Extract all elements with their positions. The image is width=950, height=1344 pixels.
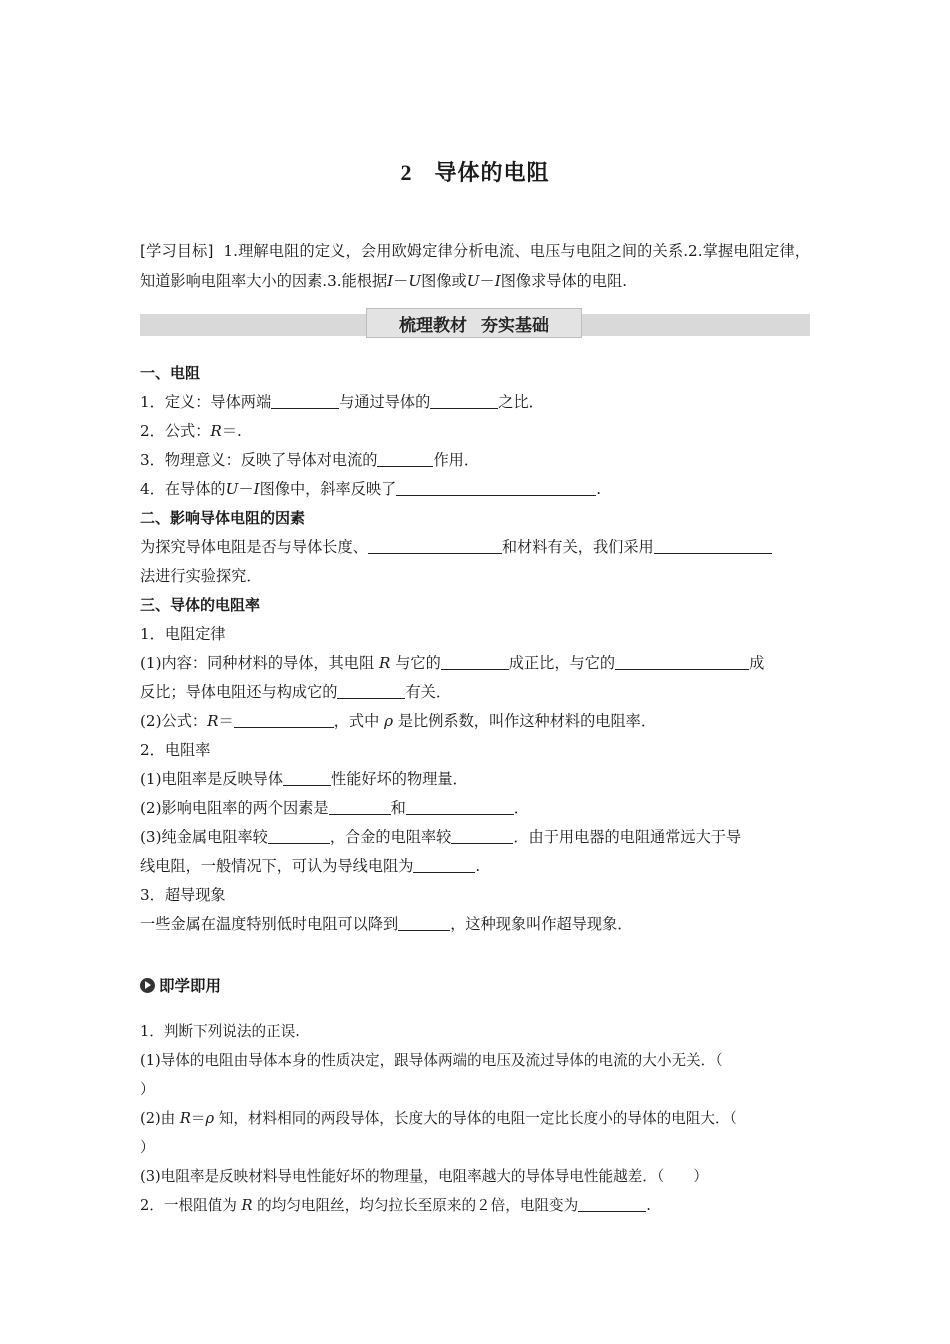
- play-circle-icon: [140, 978, 155, 993]
- practice-heading: [140, 974, 221, 996]
- goals-text: 图像求导体的电阻.: [500, 272, 628, 290]
- section-heading: 二、影响导体电阻的因素: [140, 509, 306, 527]
- answer-blank[interactable]: [337, 681, 405, 699]
- answer-blank[interactable]: [368, 536, 502, 554]
- section-number: 2: [400, 160, 413, 185]
- answer-blank[interactable]: [377, 449, 433, 467]
- text-line: 法进行实验探究．: [140, 567, 262, 585]
- answer-blank[interactable]: [234, 710, 334, 728]
- practice-heading-text: 即学即用: [159, 977, 222, 995]
- text-line: 2．电阻率: [140, 741, 211, 759]
- question-item-cont: ）: [140, 1081, 155, 1098]
- text-line: 3．超导现象: [140, 886, 226, 904]
- section-heading: 三、导体的电阻率: [140, 596, 261, 614]
- answer-blank[interactable]: [615, 652, 749, 670]
- practice-section: [140, 1017, 810, 1220]
- knowledge-section: [140, 359, 810, 939]
- banner-right: 夯实基础: [481, 315, 549, 336]
- var-u: U: [408, 272, 422, 290]
- text-line: 3．物理意义：反映了导体对电流的 作用．: [140, 451, 480, 469]
- text-line: 4．在导体的U－I图像中，斜率反映了 .: [140, 480, 602, 498]
- banner-box: [366, 308, 582, 338]
- answer-blank[interactable]: [268, 826, 330, 844]
- answer-blank[interactable]: [329, 797, 391, 815]
- text-line: 1．定义：导体两端 与通过导体的 之比．: [140, 393, 544, 411]
- text-line: 反比；导体电阻还与构成它的 有关．: [140, 683, 451, 701]
- question-item-cont: ）: [140, 1139, 155, 1156]
- minus-sign: －: [393, 272, 409, 290]
- question: 1．判断下列说法的正误.: [140, 1023, 300, 1040]
- minus-sign: －: [479, 272, 495, 290]
- answer-blank[interactable]: [406, 797, 514, 815]
- goals-tag: [学习目标]: [140, 242, 214, 260]
- answer-blank[interactable]: [283, 768, 331, 786]
- answer-blank[interactable]: [398, 913, 450, 931]
- goals-text: 1.理解电阻的定义，会用欧姆定律分析电流、电压与电阻之间的关系.2.掌握电阻定律，知道影响电阻率大小的因素.3.能根据: [140, 242, 810, 290]
- answer-blank[interactable]: [271, 391, 339, 409]
- section-banner: [140, 296, 810, 348]
- text-line: (1)电阻率是反映导体 性能好坏的物理量．: [140, 770, 468, 788]
- text-line: 为探究导体电阻是否与导体长度、 和材料有关，我们采用: [140, 533, 810, 562]
- text-line: 一些金属在温度特别低时电阻可以降到 ，这种现象叫作超导现象．: [140, 915, 633, 933]
- answer-blank[interactable]: [654, 536, 772, 554]
- answer-blank[interactable]: [441, 652, 509, 670]
- text-line: (2)公式：R＝ ，式中 ρ 是比例系数，叫作这种材料的电阻率．: [140, 712, 657, 730]
- page-title: [0, 156, 950, 187]
- text-line: (3)纯金属电阻率较 ，合金的电阻率较 ．由于用电器的电阻通常远大于导: [140, 828, 742, 846]
- answer-blank[interactable]: [413, 855, 475, 873]
- goals-text: 图像或: [421, 272, 467, 290]
- answer-blank[interactable]: [451, 826, 513, 844]
- text-line: 1．电阻定律: [140, 625, 226, 643]
- var-i: I: [387, 272, 394, 290]
- learning-goals: [140, 236, 810, 296]
- answer-blank[interactable]: [578, 1194, 646, 1212]
- question-item: (2)由 R＝ρ 知，材料相同的两段导体，长度大的导体的电阻一定比长度小的导体的电阻大．（: [140, 1110, 737, 1127]
- question-item: (3)电阻率是反映材料导电性能好坏的物理量，电阻率越大的导体导电性能越差．（ ）: [140, 1168, 708, 1185]
- question: 2．一根阻值为 R 的均匀电阻丝，均匀拉长至原来的２倍，电阻变为 .: [140, 1191, 810, 1220]
- answer-blank[interactable]: [396, 478, 596, 496]
- title-text: 导体的电阻: [434, 161, 550, 186]
- text-line: 2．公式：R＝.: [140, 422, 242, 440]
- var-u: U: [466, 272, 480, 290]
- banner-left: 梳理教材: [399, 315, 467, 336]
- question-item: (1)导体的电阻由导体本身的性质决定，跟导体两端的电压及流过导体的电流的大小无关．（: [140, 1052, 723, 1069]
- section-heading: 一、电阻: [140, 364, 201, 382]
- text-line: 线电阻，一般情况下，可认为导线电阻为 .: [140, 857, 481, 875]
- answer-blank[interactable]: [430, 391, 498, 409]
- text-line: (1)内容：同种材料的导体，其电阻 R 与它的 成正比，与它的 成: [140, 654, 765, 672]
- var-i: I: [494, 272, 501, 290]
- text-line: (2)影响电阻率的两个因素是 和 ．: [140, 799, 529, 817]
